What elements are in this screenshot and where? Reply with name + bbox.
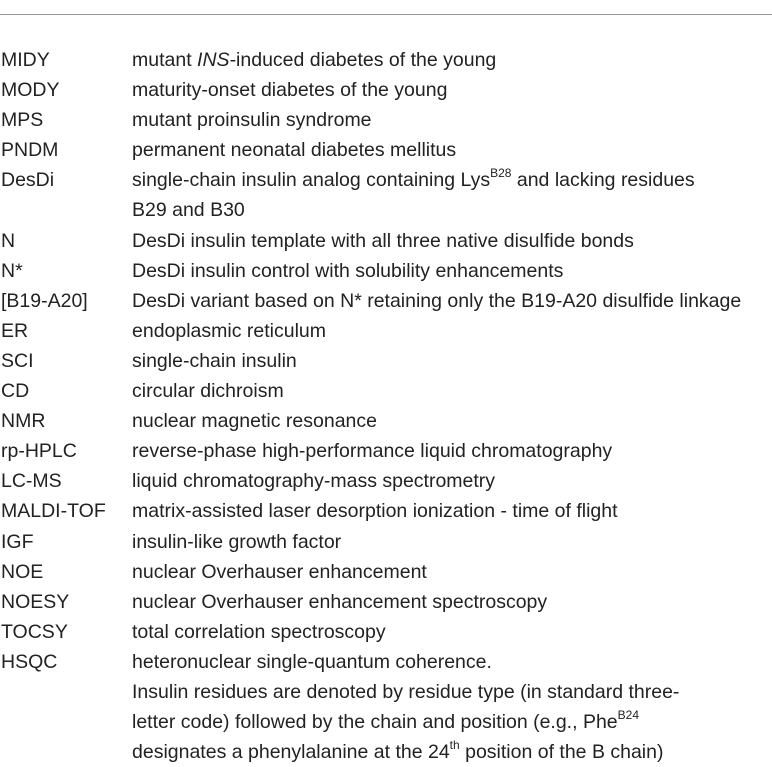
abbreviation: MALDI-TOF <box>1 500 106 523</box>
table-row <box>0 135 772 165</box>
definition: endoplasmic reticulum <box>132 319 327 342</box>
abbreviation: N <box>1 229 16 252</box>
superscript: B24 <box>617 707 639 722</box>
definition: insulin-like growth factor <box>132 530 342 553</box>
definition: liquid chromatography-mass spectrometry <box>132 470 496 493</box>
table-row <box>0 376 772 406</box>
definition-text: single-chain insulin analog containing Lys <box>132 169 491 192</box>
table-row <box>0 105 772 135</box>
definition-italic: INS <box>197 49 230 71</box>
abbreviation: IGF <box>1 530 34 553</box>
table-row <box>0 316 772 346</box>
abbreviation: NOESY <box>1 590 70 613</box>
definition: maturity-onset diabetes of the young <box>132 79 448 102</box>
table-row <box>0 286 772 316</box>
abbreviation: NOE <box>1 560 44 583</box>
abbreviation: ER <box>1 319 29 342</box>
definition: nuclear Overhauser enhancement spectroscopy <box>132 590 548 613</box>
definition: single-chain insulin <box>132 349 297 372</box>
footnote-line <box>132 737 772 767</box>
top-rule <box>0 14 772 15</box>
definition-text: mutant <box>132 49 198 71</box>
definition: heteronuclear single-quantum coherence. <box>132 650 492 673</box>
footnote-line <box>132 707 772 737</box>
abbreviation: PNDM <box>1 139 59 162</box>
table-row <box>0 226 772 256</box>
definition: reverse-phase high-performance liquid chromatography <box>132 440 613 463</box>
table-row <box>0 587 772 617</box>
definition: DesDi insulin template with all three native disulfide bonds <box>132 229 634 252</box>
table-row <box>0 647 772 677</box>
abbreviations-table <box>0 45 772 767</box>
table-row <box>0 406 772 436</box>
table-row <box>0 496 772 526</box>
abbreviation: N* <box>1 259 23 282</box>
table-row <box>0 557 772 587</box>
definition <box>132 45 772 75</box>
table-row <box>0 527 772 557</box>
table-row <box>0 617 772 647</box>
definition-text: -induced diabetes of the young <box>229 49 497 71</box>
definition-text: and lacking residues <box>511 169 695 192</box>
definition: circular dichroism <box>132 380 284 403</box>
abbreviation: MPS <box>1 109 44 132</box>
definition: total correlation spectroscopy <box>132 620 386 643</box>
abbreviation: HSQC <box>1 650 58 673</box>
superscript: th <box>449 737 460 752</box>
abbreviation: SCI <box>1 349 34 372</box>
footnote-text: position of the B chain) <box>459 741 664 764</box>
definition: nuclear Overhauser enhancement <box>132 560 427 583</box>
definition: DesDi variant based on N* retaining only the B19-A20 disulfide linkage <box>132 289 742 312</box>
table-footnote <box>0 677 772 767</box>
abbreviation: MIDY <box>1 49 50 71</box>
table-row <box>0 256 772 286</box>
table-row <box>0 346 772 376</box>
abbreviation: [B19-A20] <box>1 289 88 312</box>
definition: nuclear magnetic resonance <box>132 410 377 433</box>
table-row <box>0 165 772 225</box>
abbreviation: TOCSY <box>1 620 68 643</box>
table-row <box>0 436 772 466</box>
definition: DesDi insulin control with solubility enhancements <box>132 259 564 282</box>
table-row <box>0 466 772 496</box>
definition-line <box>132 165 772 195</box>
superscript: B28 <box>490 165 512 180</box>
table-row <box>0 45 772 75</box>
definition-line: B29 and B30 <box>132 199 245 222</box>
footnote-line: Insulin residues are denoted by residue type (in standard three- <box>132 680 680 703</box>
definition: mutant proinsulin syndrome <box>132 109 372 132</box>
footnote-text: letter code) followed by the chain and position (e.g., Phe <box>132 711 618 734</box>
abbreviation: NMR <box>1 410 46 433</box>
table-row <box>0 75 772 105</box>
abbreviation: rp-HPLC <box>1 440 77 463</box>
abbreviation: CD <box>1 380 30 403</box>
definition: permanent neonatal diabetes mellitus <box>132 139 457 162</box>
definition: matrix-assisted laser desorption ionization - time of flight <box>132 500 618 523</box>
definition <box>132 165 772 225</box>
footnote-text: designates a phenylalanine at the 24 <box>132 741 450 764</box>
abbreviation: DesDi <box>1 169 55 192</box>
abbreviation: MODY <box>1 79 60 102</box>
abbreviation: LC-MS <box>1 470 62 493</box>
